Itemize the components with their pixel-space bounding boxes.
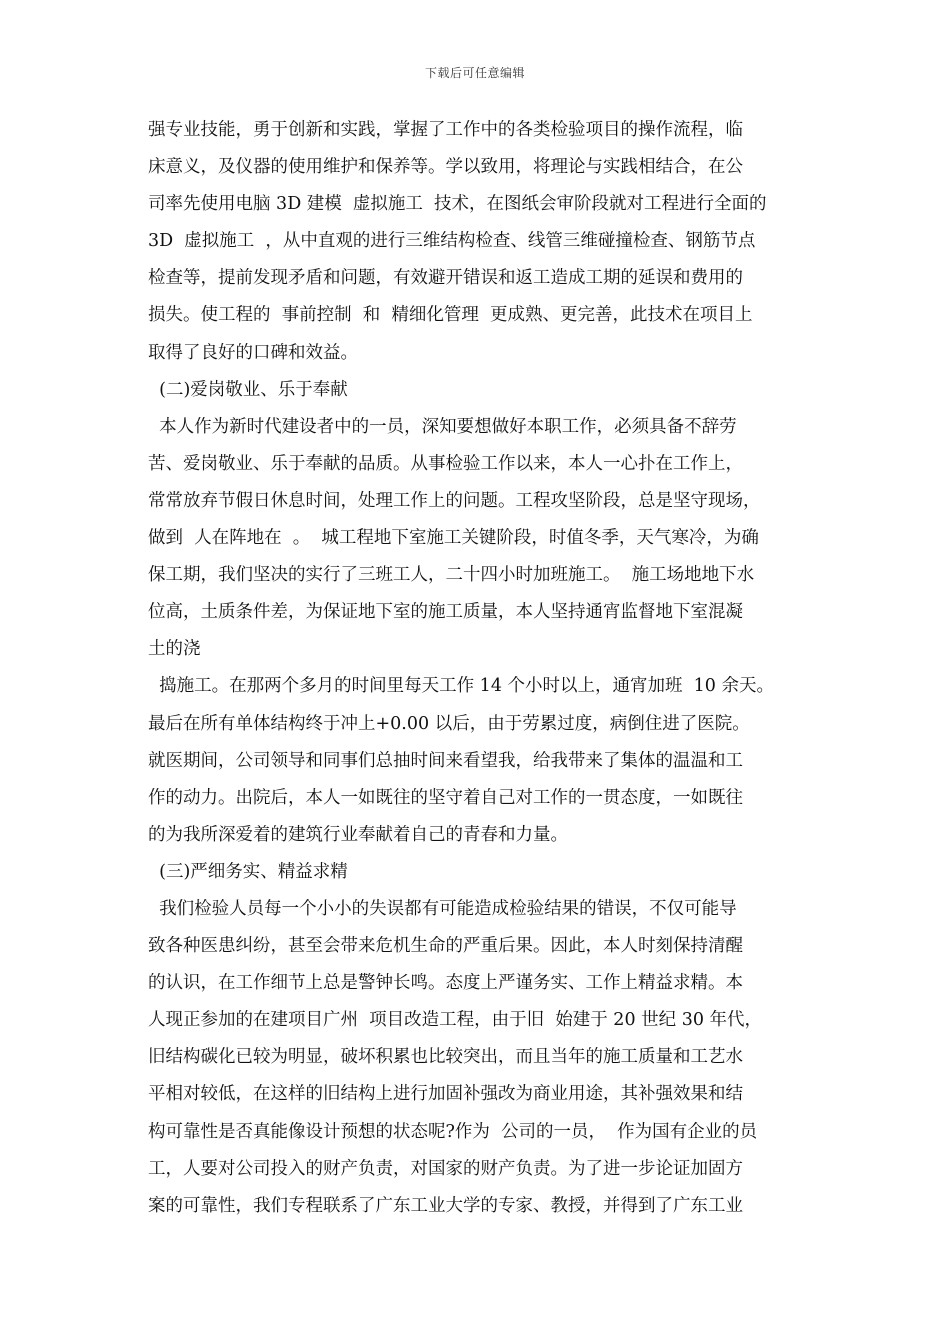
text-line: 的认识，在工作细节上总是警钟长鸣。态度上严谨务实、工作上精益求精。本 <box>148 973 743 994</box>
text-line: 强专业技能，勇于创新和实践，掌握了工作中的各类检验项目的操作流程，临 <box>148 120 743 140</box>
section-heading: (三)严细务实、精益求精 <box>148 861 348 882</box>
document-body <box>148 112 818 1225</box>
text-line: 平相对较低，在这样的旧结构上进行加固补强改为商业用途，其补强效果和结 <box>148 1084 743 1105</box>
text-line: 人现正参加的在建项目广州 项目改造工程，由于旧 始建于 20 世纪 30 年代， <box>148 1010 763 1031</box>
text-line: 作的动力。出院后，本人一如既往的坚守着自己对工作的一贯态度，一如既往 <box>148 787 743 808</box>
text-line: 保工期，我们坚决的实行了三班工人，二十四小时加班施工。 施工场地地下水 <box>148 565 755 586</box>
text-line: 捣施工。在那两个多月的时间里每天工作 14 个小时以上，通宵加班 10 余天。 <box>148 676 774 697</box>
text-line: 就医期间，公司领导和同事们总抽时间来看望我，给我带来了集体的温温和工 <box>148 750 743 771</box>
page-header: 下载后可任意编辑 <box>424 66 525 80</box>
text-line: 构可靠性是否真能像设计预想的状态呢?作为 公司的一员， 作为国有企业的员 <box>148 1121 758 1142</box>
text-line: 苦、爱岗敬业、乐于奉献的品质。从事检验工作以来，本人一心扑在工作上， <box>148 453 743 474</box>
section-heading: (二)爱岗敬业、乐于奉献 <box>148 379 348 400</box>
text-line: 常常放弃节假日休息时间，处理工作上的问题。工程攻坚阶段，总是坚守现场， <box>148 490 761 511</box>
text-line: 致各种医患纠纷，甚至会带来危机生命的严重后果。因此，本人时刻保持清醒 <box>148 936 743 957</box>
text-line: 检查等，提前发现矛盾和问题，有效避开错误和返工造成工期的延误和费用的 <box>148 268 743 289</box>
text-line: 本人作为新时代建设者中的一员，深知要想做好本职工作，必须具备不辞劳 <box>148 416 737 437</box>
text-line: 工，人要对公司投入的财产负责，对国家的财产负责。为了进一步论证加固方 <box>148 1158 743 1179</box>
text-line: 案的可靠性，我们专程联系了广东工业大学的专家、教授，并得到了广东工业 <box>148 1195 743 1216</box>
text-line: 司率先使用电脑 3D 建模 虚拟施工 技术，在图纸会审阶段就对工程进行全面的 <box>148 194 767 215</box>
text-line: 做到 人在阵地在 。 城工程地下室施工关键阶段，时值冬季，天气寒冷，为确 <box>148 528 759 549</box>
text-line: 最后在所有单体结构终于冲上+0.00 以后，由于劳累过度，病倒住进了医院。 <box>148 713 750 734</box>
text-line: 的为我所深爱着的建筑行业奉献着自己的青春和力量。 <box>148 824 568 845</box>
text-line: 取得了良好的口碑和效益。 <box>148 342 358 363</box>
text-line: 我们检验人员每一个小小的失误都有可能造成检验结果的错误，不仅可能导 <box>148 898 737 919</box>
text-line: 土的浇 <box>148 639 201 660</box>
text-line: 3D 虚拟施工 ，从中直观的进行三维结构检查、线管三维碰撞检查、钢筋节点 <box>148 231 756 252</box>
text-line: 旧结构碳化已较为明显，破坏积累也比较突出，而且当年的施工质量和工艺水 <box>148 1047 743 1068</box>
text-line: 损失。使工程的 事前控制 和 精细化管理 更成熟、更完善，此技术在项目上 <box>148 305 753 326</box>
text-line: 床意义，及仪器的使用维护和保养等。学以致用，将理论与实践相结合，在公 <box>148 157 743 178</box>
text-line: 位高，土质条件差，为保证地下室的施工质量，本人坚持通宵监督地下室混凝 <box>148 602 743 623</box>
